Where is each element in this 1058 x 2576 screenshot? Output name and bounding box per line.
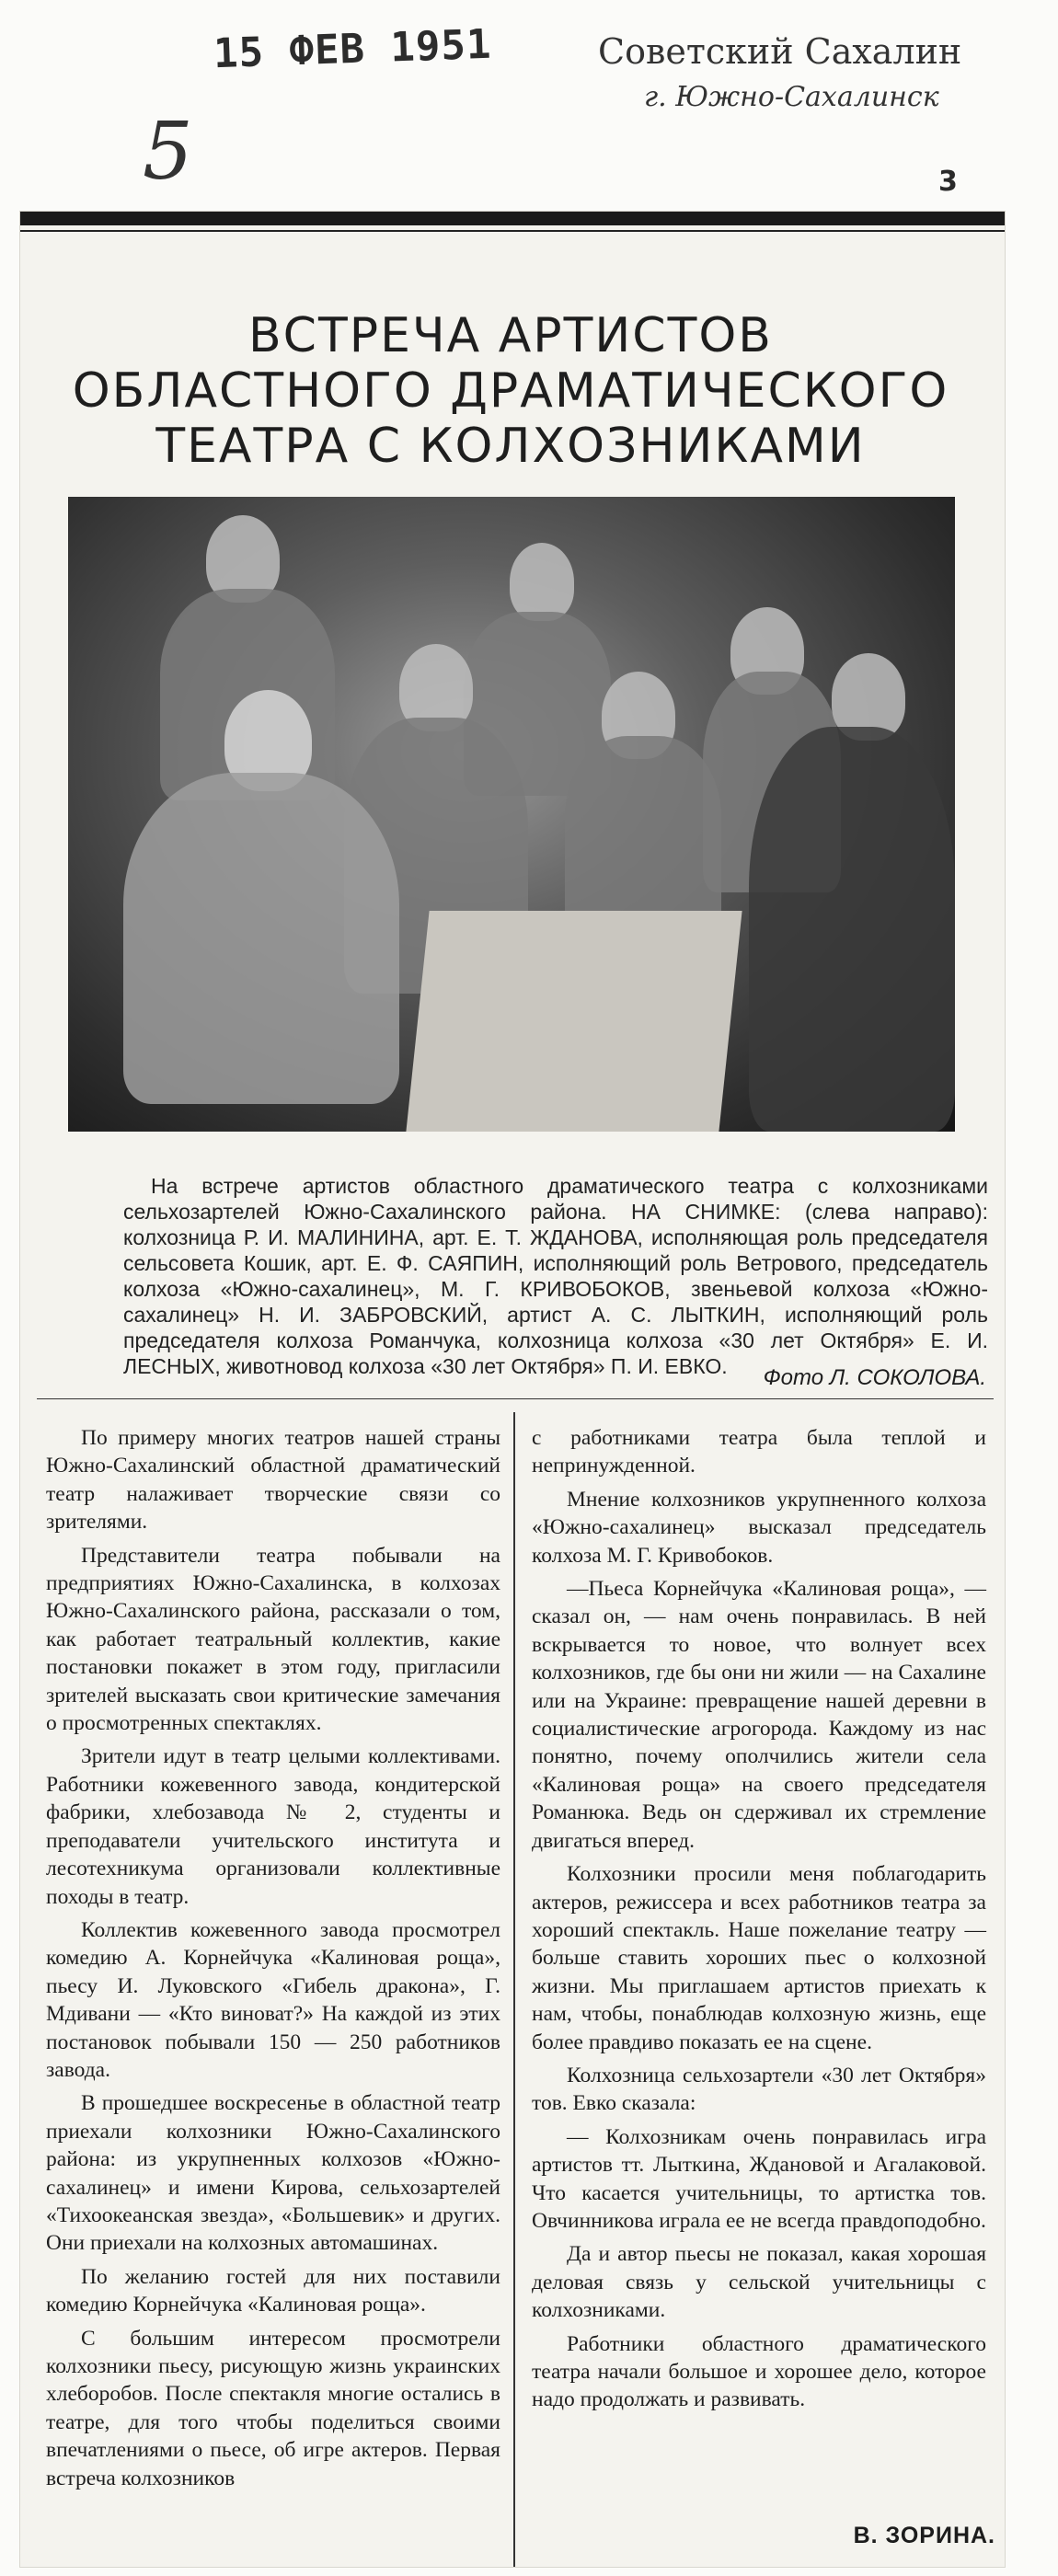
paragraph: Да и автор пьесы не показал, какая хорошая деловая связь у сельской учительницы с колхозниками.: [532, 2242, 986, 2323]
date-stamp: 15 ФЕВ 1951: [213, 20, 493, 78]
handwritten-number: 5: [143, 106, 193, 198]
column-top-rule: [37, 1398, 994, 1399]
headline-line: ТЕАТРА С КОЛХОЗНИКАМИ: [155, 418, 866, 474]
paragraph: Зрители идут в театр целыми коллективами. Работники кожевенного завода, кондитерской фабрики, хлебозавода № 2, студенты и преподаватели учительского института и лесотехникума организовали коллективные походы в театр.: [46, 1744, 500, 1909]
newspaper-name: Советский Сахалин: [598, 31, 962, 72]
article-author: В. ЗОРИНА.: [853, 2523, 995, 2548]
article-headline: [37, 308, 984, 474]
paragraph: По примеру многих театров нашей страны Южно-Сахалинский областной драматический театр налаживает творческие связи со зрителями.: [46, 1426, 500, 1535]
headline-line: ОБЛАСТНОГО ДРАМАТИЧЕСКОГО: [72, 362, 949, 419]
column-divider: [513, 1412, 515, 2567]
paragraph: с работниками театра была теплой и непринужденной.: [532, 1426, 986, 1478]
top-rule: [20, 212, 1005, 225]
photo-caption: [123, 1173, 988, 1379]
caption-text: На встрече артистов областного драматического театра с колхозниками сельхозартелей Южно-Сахалинского района. НА СНИМКЕ: (слева направо): колхозница Р. И. МАЛИНИНА, арт. Е. Т. ЖДАНОВА, исполняющая роль председателя сельсовета Кошик, арт. Е. Ф. САЯПИН, исполняющий роль Ветрового, председатель колхоза «Южно-сахалинец», М. Г. КРИВОБОКОВ, звеньевой колхоза «Южно-сахалинец» Н. И. ЗАБРОВСКИЙ, артист А. С. ЛЫТКИН, исполняющий роль председателя колхоза Романчука, колхозница колхоза «30 лет Октября» Е. И. ЛЕСНЫХ, животновод колхоза «30 лет Октября» П. И. ЕВКО.: [123, 1174, 988, 1378]
headline-line: ВСТРЕЧА АРТИСТОВ: [248, 307, 773, 363]
left-column: [46, 1424, 500, 2498]
top-rule-thin: [20, 230, 1005, 232]
paragraph: Представители театра побывали на предприятиях Южно-Сахалинска, в колхозах Южно-Сахалинского района, рассказали о том, как работает театральный коллектив, какие постановки покажет в этом году, пригласили зрителей высказать свои критические замечания о просмотренных спектаклях.: [46, 1543, 500, 1736]
page-number: 3: [938, 166, 958, 198]
paragraph: Коллектив кожевенного завода просмотрел комедию А. Корнейчука «Калиновая роща», пьесу И. Луковского «Гибель дракона», Г. Мдивани — «Кто виноват?» На каждой из этих постановок побывали 150 — 250 работников завода.: [46, 1917, 500, 2082]
paragraph: Колхозница сельхозартели «30 лет Октября» тов. Евко сказала:: [532, 2063, 986, 2116]
paragraph: В прошедшее воскресенье в областной театр приехали колхозники Южно-Сахалинского района: из укрупненных колхозов «Южно-сахалинец» и имени Кирова, сельхозартелей «Тихоокеанская звезда», «Большевик» и других. Они приехали на колхозных автомашинах.: [46, 2091, 500, 2256]
paragraph: Мнение колхозников укрупненного колхоза «Южно-сахалинец» высказал председатель колхоза М. Г. Кривобоков.: [532, 1487, 986, 1568]
paragraph: Колхозники просили меня поблагодарить актеров, режиссера и всех работников театра за хороший спектакль. Наше пожелание театру — больше ставить хороших пьес о колхозной жизни. Мы приглашаем артистов приехать к нам, чтобы, понаблюдав колхозную жизнь, еще более правдиво показать ее на сцене.: [532, 1862, 986, 2054]
photo-credit: Фото Л. СОКОЛОВА.: [763, 1365, 986, 1390]
paragraph: По желанию гостей для них поставили комедию Корнейчука «Калиновая роща».: [46, 2264, 500, 2317]
group-photo: [68, 497, 955, 1132]
newspaper-city: г. Южно-Сахалинск: [644, 81, 939, 113]
right-column: [532, 1424, 986, 2420]
paragraph: —Пьеса Корнейчука «Калиновая роща», —сказал он, — нам очень понравилась. В ней вскрывается то новое, что волнует всех колхозников, где бы они ни жили — на Сахалине или на Украине: превращение нашей деревни в социалистические агрогорода. Каждому из нас понятно, почему ополчились жители села «Калиновая роща» на своего председателя Романюка. Ведь он сдерживал их стремление двигаться вперед.: [532, 1577, 986, 1853]
paragraph: — Колхозникам очень понравилась игра артистов тт. Лыткина, Ждановой и Агалаковой. Что касается учительницы, то артистка тов. Овчинникова играла ее не всегда правдоподобно.: [532, 2124, 986, 2233]
paragraph: Работники областного драматического театра начали большое и хорошее дело, которое надо продолжать и развивать.: [532, 2331, 986, 2412]
paragraph: С большим интересом просмотрели колхозники пьесу, рисующую жизнь украинских хлеборобов. После спектакля многие остались в театре, для того чтобы поделиться своими впечатлениями о пьесе, об игре актеров. Первая встреча колхозников: [46, 2326, 500, 2490]
